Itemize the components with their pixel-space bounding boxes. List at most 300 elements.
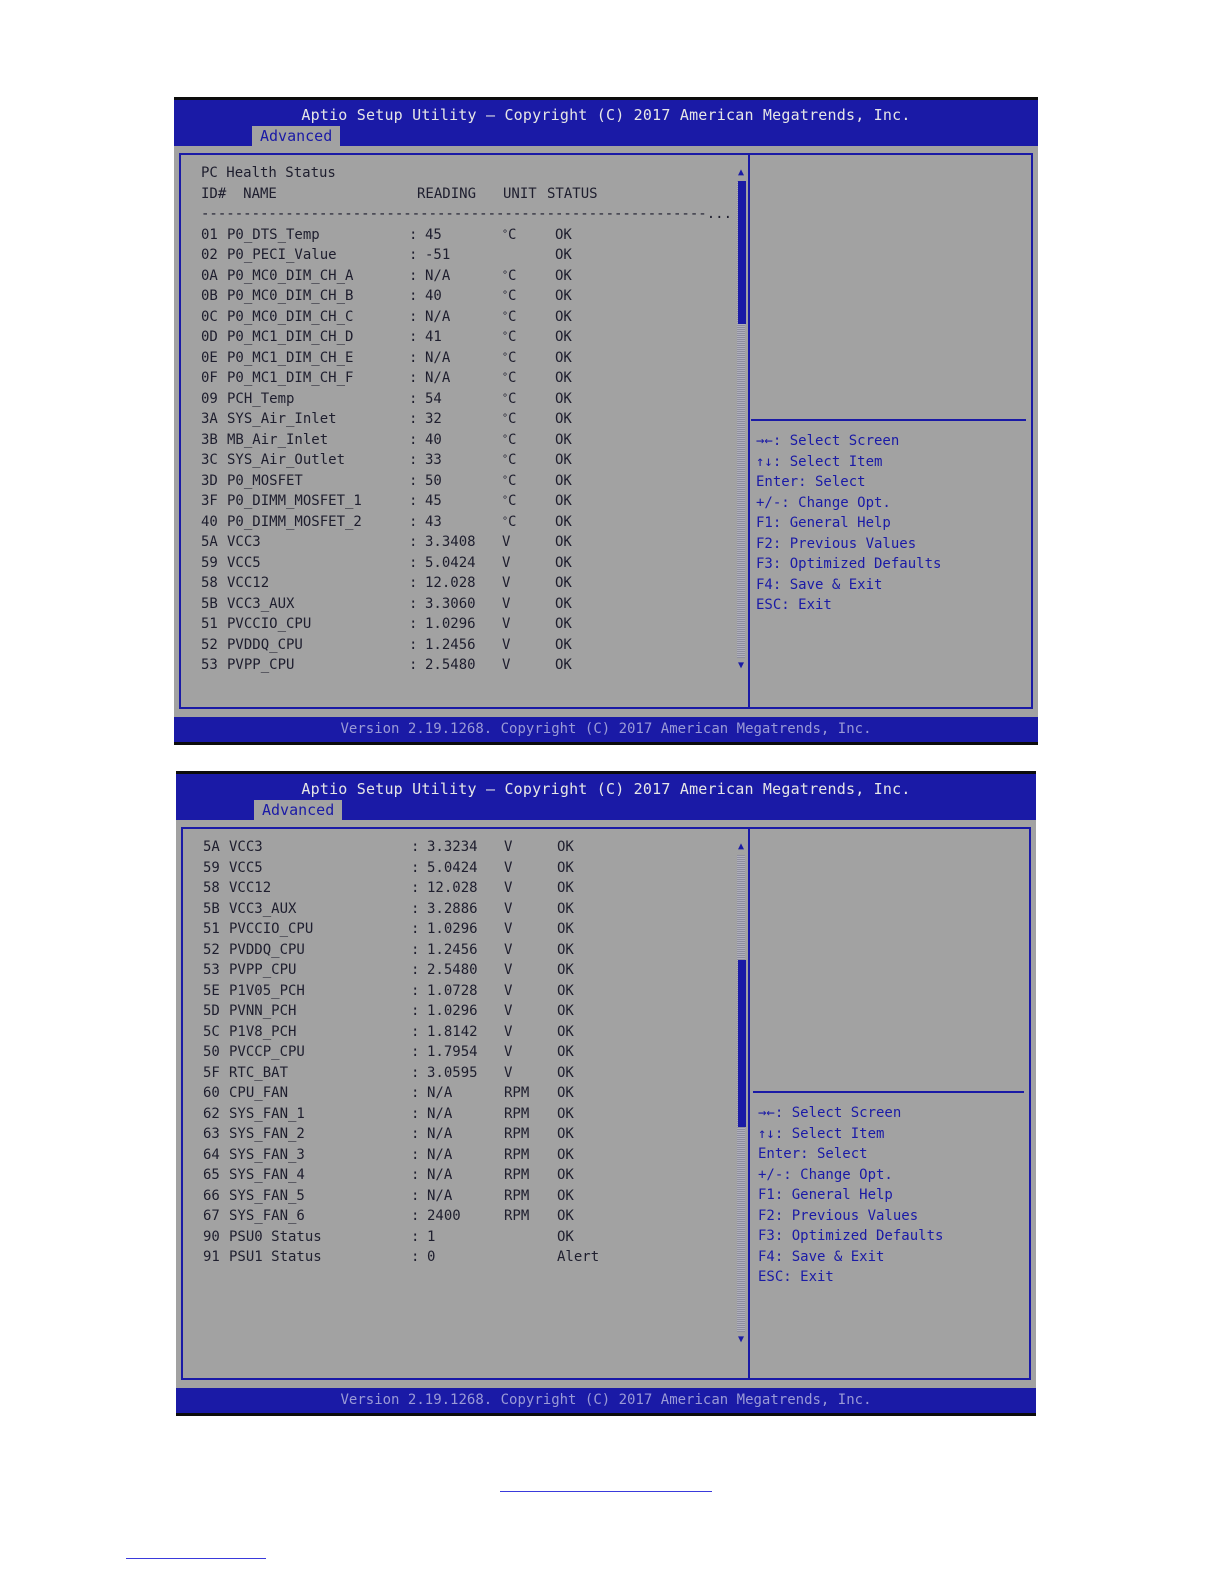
- title-bar: [176, 771, 1036, 820]
- sensor-status: OK: [555, 575, 572, 591]
- sensor-status: OK: [555, 616, 572, 632]
- sensor-reading: 45: [425, 493, 442, 509]
- sensor-reading: 33: [425, 452, 442, 468]
- sensor-reading: N/A: [427, 1167, 453, 1183]
- sensor-name: P1V8_PCH: [229, 1023, 297, 1040]
- sensor-reading: N/A: [425, 308, 451, 325]
- footer-link-underline[interactable]: [126, 1558, 266, 1559]
- sensor-status: OK: [557, 1085, 574, 1101]
- sensor-id: 5D: [203, 1003, 220, 1019]
- sensor-row: [203, 960, 743, 981]
- help-item: Enter: Select: [758, 1146, 868, 1162]
- sensor-reading: N/A: [427, 1105, 453, 1122]
- sensor-id: 3C: [201, 452, 218, 468]
- sensor-status: OK: [555, 308, 572, 325]
- help-item: +/-: Change Opt.: [758, 1166, 893, 1183]
- status-bar: [174, 717, 1038, 745]
- sensor-row: [201, 266, 741, 287]
- sensor-id: 5F: [203, 1064, 220, 1081]
- sensor-unit: V: [502, 575, 511, 591]
- sensor-unit: °C: [502, 267, 517, 284]
- sensor-id: 51: [201, 616, 218, 632]
- sensor-id: 5C: [203, 1023, 220, 1040]
- sensor-reading: 12.028: [425, 575, 476, 591]
- header-reading: READING: [417, 185, 477, 202]
- sensor-id: 0D: [201, 329, 218, 345]
- sensor-unit: RPM: [504, 1085, 530, 1101]
- sensor-reading: N/A: [425, 349, 451, 366]
- sensor-row: [203, 1104, 743, 1125]
- sensor-name: PCH_Temp: [227, 390, 295, 407]
- sensor-unit: V: [504, 1064, 513, 1081]
- tab-advanced[interactable]: Advanced: [254, 800, 342, 820]
- sensor-unit: °C: [502, 452, 517, 468]
- header-status: STATUS: [547, 185, 598, 202]
- sensor-name: VCC3_AUX: [227, 595, 295, 612]
- sensor-name: PVDDQ_CPU: [227, 636, 303, 653]
- sensor-unit: V: [504, 941, 513, 958]
- sensor-id: 60: [203, 1085, 220, 1101]
- sensor-name: P0_DTS_Temp: [227, 226, 320, 243]
- sensor-row: [201, 225, 741, 246]
- sensor-reading: 5.0424: [427, 859, 478, 876]
- sensor-colon: :: [409, 575, 418, 591]
- sensor-status: OK: [557, 1023, 574, 1040]
- sensor-name: P0_MOSFET: [227, 472, 303, 489]
- sensor-status: OK: [555, 390, 572, 407]
- sensor-status: OK: [557, 962, 574, 978]
- sensor-id: 5B: [203, 900, 220, 917]
- sensor-unit: °C: [502, 411, 517, 427]
- sensor-unit: V: [504, 921, 513, 937]
- sensor-status: OK: [555, 247, 572, 263]
- sensor-status: OK: [555, 226, 572, 243]
- sensor-reading: 3.2886: [427, 900, 478, 917]
- sensor-reading: 41: [425, 329, 442, 345]
- sensor-id: 62: [203, 1105, 220, 1122]
- help-item: F1: General Help: [758, 1187, 893, 1203]
- help-item: F4: Save & Exit: [756, 576, 883, 593]
- sensor-reading: 50: [425, 472, 442, 489]
- sensor-status: OK: [557, 880, 574, 896]
- sensor-name: SYS_FAN_3: [229, 1146, 305, 1163]
- sensor-colon: :: [411, 962, 420, 978]
- sensor-status: OK: [555, 349, 572, 366]
- help-item: F2: Previous Values: [756, 535, 917, 552]
- sensor-id: 53: [201, 657, 218, 673]
- sensor-reading: 54: [425, 390, 442, 407]
- sensor-row: [201, 430, 741, 451]
- sensor-unit: V: [504, 880, 513, 896]
- sensor-colon: :: [411, 880, 420, 896]
- sensor-id: 0C: [201, 308, 218, 325]
- sensor-colon: :: [411, 1249, 420, 1265]
- sensor-colon: :: [411, 941, 420, 958]
- separator: ------------------------------------------------------------...: [201, 206, 733, 222]
- help-item: +/-: Change Opt.: [756, 494, 891, 511]
- bios-screen-1: [174, 97, 1038, 745]
- sensor-id: 53: [203, 962, 220, 978]
- app-title: Aptio Setup Utility – Copyright (C) 2017 American Megatrends, Inc.: [301, 106, 911, 124]
- scroll-up-arrow-icon[interactable]: ▲: [737, 841, 745, 852]
- sensor-status: OK: [557, 1003, 574, 1019]
- sensor-name: P1V05_PCH: [229, 982, 305, 999]
- sensor-name: VCC3: [229, 839, 263, 855]
- sensor-unit: °C: [502, 370, 517, 386]
- sensor-reading: N/A: [425, 267, 451, 284]
- sensor-row: [201, 450, 741, 471]
- sensor-status: OK: [557, 1064, 574, 1081]
- sensor-colon: :: [411, 982, 420, 999]
- page-link-underline[interactable]: [500, 1491, 712, 1492]
- sensor-reading: 0: [427, 1249, 436, 1265]
- sensor-colon: :: [411, 859, 420, 876]
- sensor-colon: :: [411, 1126, 420, 1142]
- sensor-unit: V: [504, 1023, 513, 1040]
- sensor-status: OK: [555, 636, 572, 653]
- sensor-status: OK: [557, 921, 574, 937]
- sensor-row: [203, 1124, 743, 1145]
- sensor-reading: 12.028: [427, 880, 478, 896]
- sensor-name: P0_PECI_Value: [227, 247, 337, 263]
- scroll-track[interactable]: [737, 181, 745, 658]
- help-item: F4: Save & Exit: [758, 1248, 885, 1265]
- sensor-reading: 1.2456: [425, 636, 476, 653]
- sensor-id: 5A: [203, 839, 220, 855]
- sensor-unit: °C: [502, 493, 517, 509]
- sensor-row: [203, 1186, 743, 1207]
- sensor-row: [203, 919, 743, 940]
- sensor-colon: :: [409, 329, 418, 345]
- sensor-unit: V: [504, 1044, 513, 1060]
- scroll-down-arrow-icon[interactable]: ▼: [737, 660, 745, 671]
- sensor-status: OK: [555, 411, 572, 427]
- sensor-id: 63: [203, 1126, 220, 1142]
- sensor-colon: :: [409, 308, 418, 325]
- help-item: ↑↓: Select Item: [758, 1125, 885, 1142]
- sensor-reading: 3.3234: [427, 839, 478, 855]
- sensor-status: OK: [557, 859, 574, 876]
- sensor-colon: :: [409, 431, 418, 448]
- sensor-status: OK: [557, 1167, 574, 1183]
- sensor-row: [201, 614, 741, 635]
- help-item: F3: Optimized Defaults: [758, 1228, 944, 1244]
- sensor-name: SYS_Air_Outlet: [227, 452, 346, 468]
- sensor-colon: :: [411, 1105, 420, 1122]
- sensor-list: [203, 837, 743, 1268]
- sensor-id: 40: [201, 513, 218, 530]
- version-text: Version 2.19.1268. Copyright (C) 2017 American Megatrends, Inc.: [340, 721, 872, 737]
- status-bar: [176, 1388, 1036, 1416]
- sensor-id: 58: [201, 575, 218, 591]
- help-item: →←: Select Screen: [758, 1105, 902, 1121]
- sensor-status: OK: [555, 472, 572, 489]
- sensor-colon: :: [409, 411, 418, 427]
- sensor-name: P0_MC0_DIM_CH_C: [227, 308, 354, 325]
- sensor-id: 3F: [201, 493, 218, 509]
- sensor-status: OK: [557, 941, 574, 958]
- sensor-colon: :: [409, 349, 418, 366]
- sensor-id: 5A: [201, 534, 218, 550]
- sensor-unit: °C: [502, 390, 517, 407]
- help-item: F3: Optimized Defaults: [756, 556, 942, 572]
- sensor-name: CPU_FAN: [229, 1085, 289, 1101]
- sensor-status: OK: [555, 329, 572, 345]
- sensor-status: OK: [555, 513, 572, 530]
- sensor-status: Alert: [557, 1249, 600, 1265]
- app-title: Aptio Setup Utility – Copyright (C) 2017 American Megatrends, Inc.: [301, 780, 911, 798]
- sensor-id: 09: [201, 390, 218, 407]
- sensor-row: [201, 491, 741, 512]
- sensor-unit: RPM: [504, 1146, 530, 1163]
- sensor-row: [203, 1042, 743, 1063]
- sensor-name: PVCCP_CPU: [229, 1044, 305, 1060]
- sensor-row: [201, 245, 741, 266]
- sensor-reading: 32: [425, 411, 442, 427]
- sensor-name: VCC5: [229, 859, 263, 876]
- sensor-rows: [203, 837, 743, 1268]
- sensor-status: OK: [555, 595, 572, 612]
- sensor-colon: :: [409, 513, 418, 530]
- sensor-unit: V: [502, 534, 511, 550]
- sensor-reading: -51: [425, 247, 451, 263]
- sensor-id: 0E: [201, 349, 218, 366]
- sensor-status: OK: [557, 1208, 574, 1224]
- sensor-id: 3A: [201, 411, 218, 427]
- sensor-colon: :: [409, 390, 418, 407]
- sensor-status: OK: [557, 839, 574, 855]
- panel-divider: [748, 155, 750, 707]
- header-id-name: ID# NAME: [201, 185, 277, 202]
- sensor-unit: V: [504, 839, 513, 855]
- sensor-reading: 1.7954: [427, 1044, 478, 1060]
- sensor-row: [201, 409, 741, 430]
- sensor-id: 52: [203, 941, 220, 958]
- sensor-name: VCC3_AUX: [229, 900, 297, 917]
- scroll-thumb[interactable]: [738, 181, 746, 324]
- sensor-reading: N/A: [427, 1146, 453, 1163]
- sensor-list: [201, 163, 741, 676]
- sensor-reading: 43: [425, 513, 442, 530]
- sensor-row: [203, 981, 743, 1002]
- sensor-reading: 2.5480: [425, 657, 476, 673]
- sensor-id: 51: [203, 921, 220, 937]
- sensor-unit: RPM: [504, 1208, 530, 1224]
- sensor-status: OK: [555, 288, 572, 304]
- sensor-id: 66: [203, 1187, 220, 1204]
- sensor-unit: °C: [502, 431, 517, 448]
- help-item: →←: Select Screen: [756, 433, 900, 449]
- sensor-colon: :: [411, 1064, 420, 1081]
- sensor-row: [201, 327, 741, 348]
- sensor-reading: 5.0424: [425, 554, 476, 571]
- sensor-status: OK: [557, 982, 574, 999]
- sensor-row: [203, 837, 743, 858]
- sensor-reading: N/A: [425, 370, 451, 386]
- help-separator: [751, 419, 1026, 421]
- sensor-name: SYS_FAN_6: [229, 1208, 305, 1224]
- help-separator: [753, 1091, 1024, 1093]
- sensor-row: [201, 573, 741, 594]
- sensor-row: [201, 594, 741, 615]
- sensor-unit: RPM: [504, 1105, 530, 1122]
- sensor-row: [203, 878, 743, 899]
- sensor-unit: °C: [502, 308, 517, 325]
- sensor-id: 5B: [201, 595, 218, 612]
- sensor-row: [203, 1022, 743, 1043]
- sensor-status: OK: [555, 267, 572, 284]
- panel-divider: [748, 829, 750, 1378]
- sensor-name: PVCCIO_CPU: [229, 921, 314, 937]
- scroll-up-arrow-icon[interactable]: ▲: [737, 167, 745, 178]
- sensor-name: VCC12: [229, 880, 272, 896]
- sensor-name: PSU1 Status: [229, 1249, 322, 1265]
- sensor-unit: V: [504, 962, 513, 978]
- sensor-status: OK: [557, 1187, 574, 1204]
- sensor-unit: V: [502, 636, 511, 653]
- main-frame: [181, 827, 1031, 1380]
- sensor-colon: :: [409, 616, 418, 632]
- sensor-status: OK: [557, 1146, 574, 1163]
- sensor-unit: V: [502, 595, 511, 612]
- sensor-id: 59: [201, 554, 218, 571]
- sensor-unit: V: [502, 554, 511, 571]
- sensor-colon: :: [411, 1187, 420, 1204]
- sensor-name: P0_MC0_DIM_CH_A: [227, 267, 354, 284]
- sensor-name: P0_DIMM_MOSFET_2: [227, 513, 362, 530]
- sensor-unit: RPM: [504, 1167, 530, 1183]
- sensor-status: OK: [555, 657, 572, 673]
- sensor-name: SYS_Air_Inlet: [227, 411, 337, 427]
- sensor-name: SYS_FAN_1: [229, 1105, 305, 1122]
- sensor-reading: 40: [425, 288, 442, 304]
- sensor-name: PVPP_CPU: [227, 657, 295, 673]
- sensor-reading: 2400: [427, 1208, 461, 1224]
- sensor-row: [203, 899, 743, 920]
- sensor-status: OK: [555, 493, 572, 509]
- scroll-down-arrow-icon[interactable]: ▼: [737, 1334, 745, 1345]
- sensor-row: [203, 1063, 743, 1084]
- sensor-name: PVPP_CPU: [229, 962, 297, 978]
- sensor-name: VCC3: [227, 534, 261, 550]
- sensor-row: [203, 1247, 743, 1268]
- sensor-reading: 1.0296: [425, 616, 476, 632]
- scroll-track[interactable]: [737, 855, 745, 1332]
- sensor-id: 90: [203, 1228, 220, 1245]
- sensor-row: [201, 348, 741, 369]
- sensor-colon: :: [411, 921, 420, 937]
- sensor-reading: 45: [425, 226, 442, 243]
- sensor-id: 52: [201, 636, 218, 653]
- sensor-row: [203, 1165, 743, 1186]
- scroll-thumb[interactable]: [738, 960, 746, 1127]
- version-text: Version 2.19.1268. Copyright (C) 2017 American Megatrends, Inc.: [340, 1392, 872, 1408]
- sensor-reading: 3.3408: [425, 534, 476, 550]
- sensor-status: OK: [555, 534, 572, 550]
- sensor-unit: °C: [502, 288, 517, 304]
- sensor-status: OK: [555, 370, 572, 386]
- sensor-reading: 1.0296: [427, 921, 478, 937]
- sensor-unit: V: [504, 1003, 513, 1019]
- sensor-colon: :: [409, 657, 418, 673]
- sensor-id: 67: [203, 1208, 220, 1224]
- sensor-colon: :: [409, 534, 418, 550]
- sensor-colon: :: [409, 554, 418, 571]
- sensor-colon: :: [409, 472, 418, 489]
- sensor-rows: [201, 225, 741, 676]
- sensor-row: [203, 1001, 743, 1022]
- sensor-unit: °C: [502, 329, 517, 345]
- sensor-unit: V: [504, 982, 513, 999]
- sensor-id: 64: [203, 1146, 220, 1163]
- sensor-row: [201, 532, 741, 553]
- help-panel: [756, 431, 941, 616]
- scrollbar[interactable]: [736, 841, 746, 1346]
- sensor-reading: 1.0728: [427, 982, 478, 999]
- sensor-unit: V: [502, 616, 511, 632]
- sensor-row: [201, 389, 741, 410]
- sensor-colon: :: [411, 1044, 420, 1060]
- sensor-id: 58: [203, 880, 220, 896]
- sensor-id: 50: [203, 1044, 220, 1060]
- sensor-reading: 40: [425, 431, 442, 448]
- sensor-id: 3B: [201, 431, 218, 448]
- sensor-row: [201, 512, 741, 533]
- sensor-reading: 3.3060: [425, 595, 476, 612]
- sensor-id: 02: [201, 247, 218, 263]
- sensor-colon: :: [409, 267, 418, 284]
- sensor-row: [201, 471, 741, 492]
- sensor-id: 0F: [201, 370, 218, 386]
- sensor-colon: :: [409, 226, 418, 243]
- sensor-row: [203, 940, 743, 961]
- sensor-colon: :: [411, 900, 420, 917]
- sensor-colon: :: [411, 1023, 420, 1040]
- scrollbar[interactable]: [736, 167, 746, 672]
- sensor-status: OK: [557, 1105, 574, 1122]
- sensor-status: OK: [555, 431, 572, 448]
- sensor-row: [203, 1083, 743, 1104]
- sensor-reading: 1: [427, 1228, 436, 1245]
- help-item: ↑↓: Select Item: [756, 453, 883, 470]
- sensor-reading: 1.2456: [427, 941, 478, 958]
- sensor-id: 91: [203, 1249, 220, 1265]
- sensor-colon: :: [411, 1085, 420, 1101]
- sensor-name: PSU0 Status: [229, 1228, 322, 1245]
- sensor-name: VCC5: [227, 554, 261, 571]
- sensor-colon: :: [409, 247, 418, 263]
- sensor-unit: RPM: [504, 1187, 530, 1204]
- sensor-unit: °C: [502, 226, 517, 243]
- sensor-colon: :: [409, 370, 418, 386]
- sensor-status: OK: [557, 1228, 574, 1245]
- sensor-name: MB_Air_Inlet: [227, 431, 329, 448]
- sensor-status: OK: [557, 1044, 574, 1060]
- sensor-reading: N/A: [427, 1187, 453, 1204]
- sensor-colon: :: [409, 636, 418, 653]
- sensor-unit: °C: [502, 513, 517, 530]
- sensor-id: 59: [203, 859, 220, 876]
- sensor-name: P0_MC1_DIM_CH_D: [227, 329, 354, 345]
- tab-advanced[interactable]: Advanced: [252, 126, 340, 146]
- sensor-reading: 3.0595: [427, 1064, 478, 1081]
- sensor-row: [201, 286, 741, 307]
- sensor-name: RTC_BAT: [229, 1064, 289, 1081]
- sensor-row: [201, 655, 741, 676]
- main-frame: [179, 153, 1033, 709]
- sensor-id: 5E: [203, 982, 220, 999]
- sensor-colon: :: [409, 452, 418, 468]
